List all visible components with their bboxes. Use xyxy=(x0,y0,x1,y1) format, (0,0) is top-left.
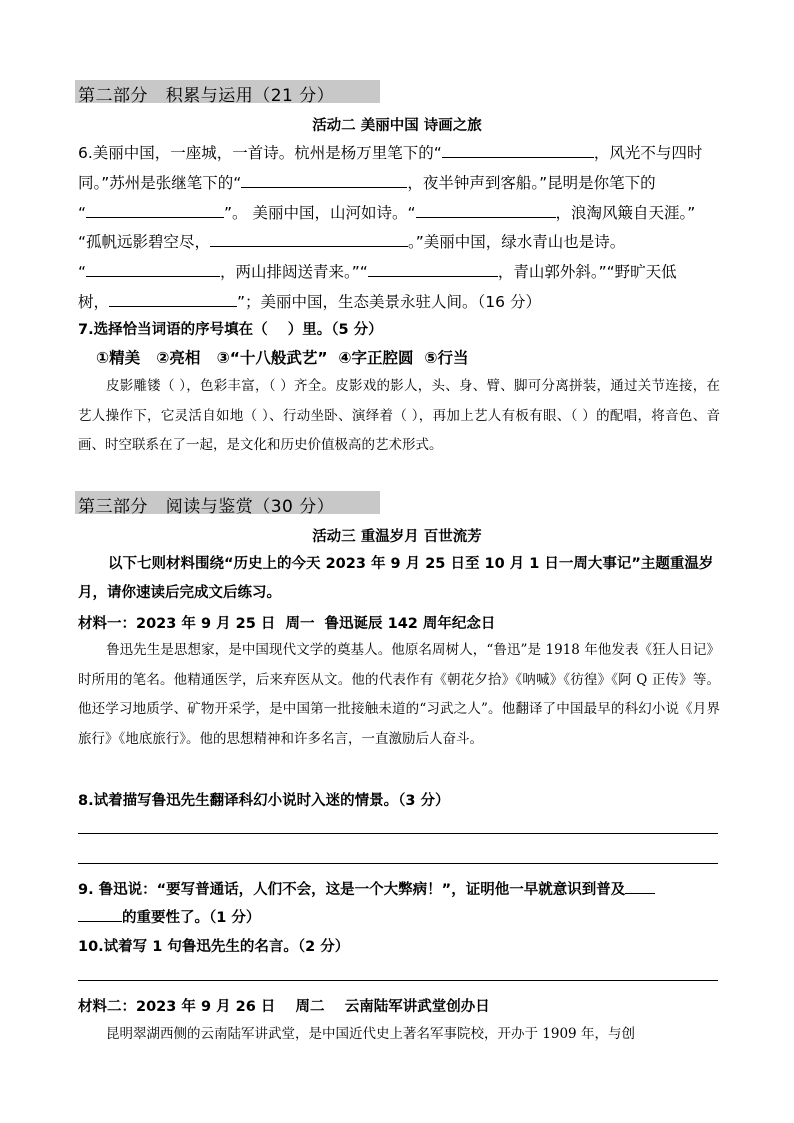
material-2-text: 昆明翠湖西侧的云南陆军讲武堂，是中国近代史上著名军事院校，开办于 1909 年，与创 xyxy=(106,1026,635,1042)
answer-line[interactable] xyxy=(78,863,718,864)
question-7-passage: 皮影雕镂（ ），色彩丰富，（ ）齐全。皮影戏的影人，头、身、臂、脚可分离拼装，通过关节连接，在艺人操作下，它灵活自如地（ ）、行动坐卧、演绎着（ ），再加上艺人有板有眼、（ ）的配唱，将音色、音画、时空联系在了一起，是文化和历史价值极高的艺术形式。 xyxy=(78,378,720,453)
question-10: 10.试着写 1 句鲁迅先生的名言。（2 分） xyxy=(78,939,350,955)
section-title-part2: 第二部分 积累与运用（21 分） xyxy=(78,86,335,106)
answer-line[interactable] xyxy=(78,980,718,981)
question-8: 8.试着描写鲁迅先生翻译科幻小说时入迷的情景。（3 分） xyxy=(78,793,450,809)
answer-blank[interactable] xyxy=(625,878,655,894)
answer-blank[interactable] xyxy=(86,260,220,277)
section-title-part3: 第三部分 阅读与鉴赏（30 分） xyxy=(78,497,335,517)
answer-blank[interactable] xyxy=(368,260,498,277)
question-9-cont: 的重要性了。（1 分） xyxy=(78,906,260,927)
answer-line[interactable] xyxy=(78,833,718,834)
answer-blank[interactable] xyxy=(109,290,237,307)
part3-intro: 以下七则材料围绕“历史上的今天 2023 年 9 月 25 日至 10 月 1 日一周大事记”主题重温岁月，请你速读后完成文后练习。 xyxy=(78,556,714,601)
answer-blank[interactable] xyxy=(241,171,407,188)
material-2-title: 材料二：2023 年 9 月 26 日 周二 云南陆军讲武堂创办日 xyxy=(78,999,490,1015)
answer-blank[interactable] xyxy=(210,230,408,247)
answer-blank[interactable] xyxy=(442,141,594,158)
answer-blank[interactable] xyxy=(86,200,224,217)
material-1-title: 材料一：2023 年 9 月 25 日 周一 鲁迅诞辰 142 周年纪念日 xyxy=(78,616,496,632)
answer-blank[interactable] xyxy=(416,200,556,217)
question-9: 9. 鲁迅说：“要写普通话，人们不会，这是一个大弊病！”，证明他一早就意识到普及 xyxy=(78,878,655,899)
activity-title-3: 活动三 重温岁月 百世流芳 xyxy=(312,529,482,545)
question-6: 6.美丽中国，一座城，一首诗。杭州是杨万里笔下的“ ，风光不与四时 同。”苏州是张继笔下的“ ，夜半钟声到客船。”昆明是你笔下的 “ ”。 美丽中国，山河如诗。“ ，浪淘风簸自天涯。” “孤帆远影碧空尽， 。”美丽中国，绿水青山也是诗。 “ ，两山排闼送青来。”“ ，青山郭外斜。”“野旷天低 树， ”；美丽中国，生态美景永驻人间。（16 分） xyxy=(78,139,720,318)
answer-blank[interactable] xyxy=(78,906,122,922)
activity-title-2: 活动二 美丽中国 诗画之旅 xyxy=(312,118,482,134)
question-7-options: ①精美 ②亮相 ③“十八般武艺” ④字正腔圆 ⑤行当 xyxy=(96,349,469,367)
question-7-stem: 7.选择恰当词语的序号填在（ ）里。（5 分） xyxy=(78,322,383,338)
material-1-text: 鲁迅先生是思想家，是中国现代文学的奠基人。他原名周树人，“鲁迅”是 1918 年他发表《狂人日记》时所用的笔名。他精通医学，后来弃医从文。他的代表作有《朝花夕拾》《呐喊》《彷徨》《阿 Q 正传》等。他还学习地质学、矿物开采学，是中国第一批接触未道的“习武之人”。他翻译了中国最早的科幻小说《月界旅行》《地底旅行》。他的思想精神和许多名言，一直激励后人奋斗。 xyxy=(78,642,720,747)
